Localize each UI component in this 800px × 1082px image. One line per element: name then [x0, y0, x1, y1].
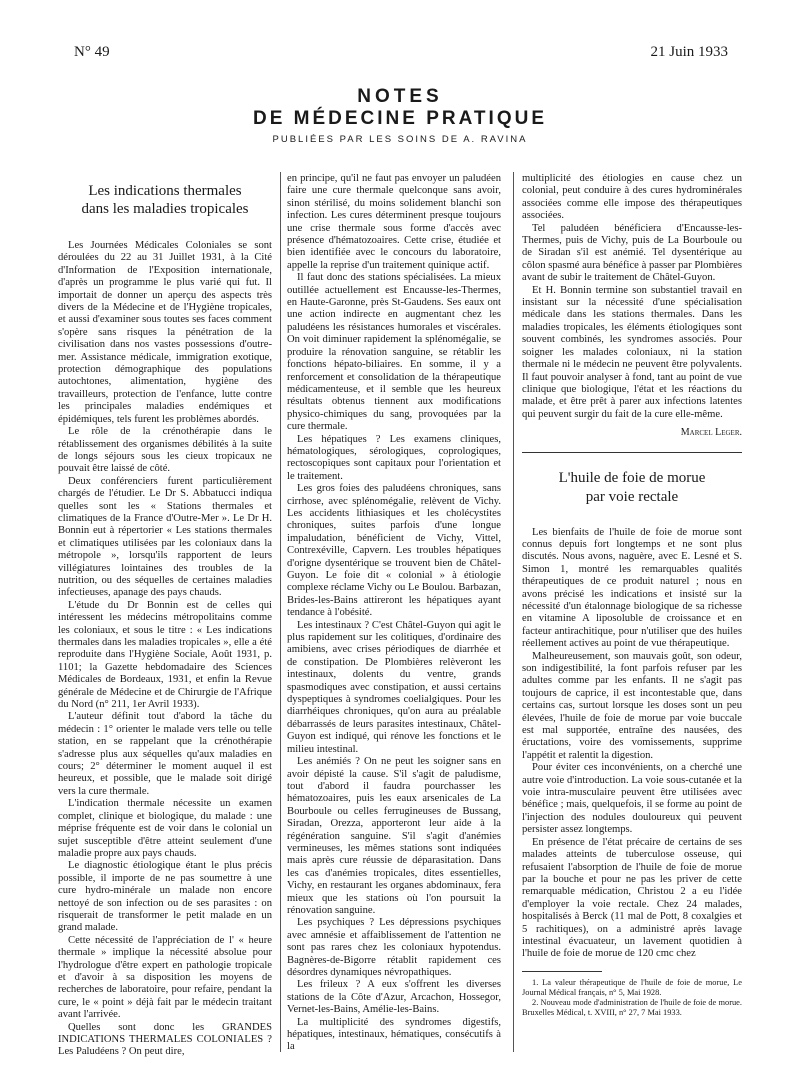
paragraph: Le rôle de la crénothérapie dans le rétablissement des organismes débilités à la suite de longs séjours sous les cieux tropicaux ne pouvait être laissé de côté.: [58, 426, 272, 475]
paragraph: Deux conférenciers furent particulièrement chargés de l'étudier. Le Dr S. Abbatucci indiqua quelles sont les « Stations thermales et climatiques de la France d'Outre-Mer ». Le Dr H. Bonnin eut à répertorier « Les stations thermales et climatiques utilisées par les coloniaux dans la métropole », lorsqu'ils rapportent de leurs villégiatures lointaines des troubles de la nutrition, ou des séquelles de certaines maladies infectieuses, apanage des pays chauds.: [58, 475, 272, 599]
paragraph: La multiplicité des syndromes digestifs, hépatiques, intestinaux, hématiques, consécutifs à la: [287, 1016, 501, 1053]
article1-title: [58, 182, 272, 218]
article2-title-line1: L'huile de foie de morue: [558, 469, 706, 486]
paragraph: L'étude du Dr Bonnin est de celles qui intéressent les médecins métropolitains comme les coloniaux, et sous le titre : « Les indications thermales dans les maladies tropicales », elle a été reproduite dans l'Hygiène Sociale, Août 1931, p. 1101; la Gazette hebdomadaire des Sciences Médicales de Bordeaux, 1931, et enfin la Revue générale de Médecine et de Chirurgie de l'Afrique du Nord (n° 211, 1er Avril 1933).: [58, 599, 272, 711]
article1-signature: Marcel Leger.: [680, 427, 742, 439]
footnote: 2. Nouveau mode d'administration de l'huile de foie de morue. Bruxelles Médical, t. XVIII, n° 27, 7 Mai 1933.: [522, 997, 742, 1017]
paragraph: Les anémiés ? On ne peut les soigner sans en avoir dépisté la cause. S'il s'agit de paludisme, tout d'abord il faudra pourchasser les hématozoaires, puis les eaux arsenicales de La Bourboule ou celles ferrugineuses de Bussang, Siradan, Orezza, apporteront leur aide à la régénération sanguine. S'il s'agit d'anémies vermineuses, les mêmes stations sont indiquées mais après cure réussie de déparasitation. Dans les cas d'anémies tropicales, dites essentielles, Vichy, en restaurant les organes abdominaux, fera mieux que les stations où l'on poursuit la rénovation sanguine.: [287, 756, 501, 916]
paragraph: Les Journées Médicales Coloniales se sont déroulées du 22 au 31 Juillet 1931, à la Cité d'Information de l'Exposition internationale, d'après un programme le plus varié qui fut. Il importait de donner un aperçu des aspects très divers de la Médecine et de l'Hygiène tropicales, et aussi d'examiner sous toutes ses faces comment s'opère sans risques la pénétration de la civilisation dans nos vastes possessions d'outre-mer. Assistance médicale, immigration exotique, protection démographique des populations autochtones, alimentation, hygiène des travailleurs, protection de l'enfance, lutte contre les principales maladies endémiques et épidémiques, tels furent les problèmes abordés.: [58, 240, 272, 425]
paragraph: Pour éviter ces inconvénients, on a cherché une autre voie d'introduction. La voie sous-cutanée et la voie intra-musculaire peuvent être utilisées avec bénéfice ; mais, quelquefois, il se forme au point de l'injection des nodules douloureux qui peuvent persister assez longtemps.: [522, 762, 742, 836]
paragraph: Les intestinaux ? C'est Châtel-Guyon qui agit le plus rapidement sur les colitiques, d'ordinaire des amibiens, avec crises périodiques de diarrhée et de constipation. De Plombières relèveront les intestinaux, dolents du ventre, grands spasmodiques avec constipation, et aussi certains dyspeptiques à syndromes coelialgiques. Pour les diarrhéiques chroniques, qu'on aura au préalable débarrassés de leurs parasites intestinaux, Châtel-Guyon est indiqué, qui rénove les fonctions et le milieu intestinal.: [287, 619, 501, 755]
paragraph: Cette nécessité de l'appréciation de l' « heure thermale » implique la nécessité absolue pour l'hydrologue d'être expert en pathologie tropicale et d'avoir à sa disposition les moyens de recherches de laboratoire, pour refaire, pendant la cure, le « point » déjà fait par le médecin traitant avant l'arrivée.: [58, 934, 272, 1021]
column-2: [287, 173, 501, 1054]
paragraph: multiplicité des étiologies en cause chez un colonial, peut conduire à des cures hydrominérales associées comme elle impose des thérapeutiques associées.: [522, 173, 742, 222]
paragraph: Les bienfaits de l'huile de foie de morue sont connus depuis fort longtemps et ne sont plus discutés. Nous avons, naguère, avec E. Lesné et S. Simon 1, montré les remarquables qualités thérapeutiques de ce produit naturel ; nous en avons précisé les indications et insisté sur la nécessité d'un étalonnage biologique de sa richesse en vitamine A liposoluble de croissance et en facteur antirachitique, pour n'utiliser que des huiles réellement actives au point de vue thérapeutique.: [522, 526, 742, 650]
issue-date: 21 Juin 1933: [650, 44, 728, 60]
paragraph: Il faut donc des stations spécialisées. La mieux outillée actuellement est Encausse-les-Thermes, en Haute-Garonne, près St-Gaudens. Ses eaux ont une action indirecte en augmentant chez les paludéens les résistances humorales et viscérales. On voit diminuer rapidement la splénomégalie, se produire la rénovation sanguine, se rétablir les fonctions hépato-biliaires. En somme, il y a renforcement et consolidation de la thérapeutique médicamenteuse, et il semble que les heureux résultats obtenus tiennent aux modifications physico-chimiques du sang, provoquées par la cure thermale.: [287, 272, 501, 433]
masthead-line3: PUBLIÉES PAR LES SOINS DE A. RAVINA: [272, 134, 528, 145]
paragraph: Et H. Bonnin termine son substantiel travail en insistant sur la nécessité d'une spécialisation médicale dans les stations thermales. Dans les maladies tropicales, les éléments étiologiques sont souvent combinés, les syndromes associés. Pour soigner les malades coloniaux, ni la station thermale ni le médecin ne peuvent être polyvalents. Il faut pouvoir analyser à fond, tant au point de vue clinique que biologique, l'état et les réactions du malade, et être prêt à parer aux infections latentes qui peuvent surgir du fait de la cure elle-même.: [522, 284, 742, 420]
footnote-rule: [522, 971, 602, 972]
article1-title-line1: Les indications thermales: [88, 183, 242, 199]
paragraph: Les hépatiques ? Les examens cliniques, hématologiques, sérologiques, coprologiques, rectoscopiques sont capitaux pour l'orientation et le traitement.: [287, 433, 501, 482]
masthead: [0, 86, 800, 145]
column-rule-right: [513, 172, 514, 1052]
paragraph: Quelles sont donc les GRANDES INDICATIONS THERMALES COLONIALES ? Les Paludéens ? On peut dire,: [58, 1021, 272, 1058]
paragraph: L'indication thermale nécessite un examen complet, clinique et biologique, du malade : une méprise fréquente est de voir dans le colonial un sujet susceptible d'être atteint seulement d'une maladie propre aux pays chauds.: [58, 798, 272, 859]
column-3: [522, 173, 742, 1018]
column-1: [58, 176, 272, 1059]
article-divider: [522, 452, 742, 453]
masthead-line1: NOTES: [357, 86, 443, 107]
paragraph: Malheureusement, son mauvais goût, son odeur, son indigestibilité, la font parfois refuser par les adultes comme par les enfants. Il ne s'agit pas toujours de caprice, il est incontestable que, dans certains cas, surtout lorsque les doses sont un peu élevées, l'huile de foie de morue par voie buccale est mal supportée, entraîne des nausées, des éructations, voire des vomissements, supprime l'appétit et ralentit la digestion.: [522, 650, 742, 761]
paragraph: Tel paludéen bénéficiera d'Encausse-les-Thermes, puis de Vichy, puis de La Bourboule ou de Siradan s'il est anémié. Tel dysentérique au côlon spasmé aura bénéfice à passer par Plombières avant de subir le traitement de Châtel-Guyon.: [522, 222, 742, 284]
footnote: 1. La valeur thérapeutique de l'huile de foie de morue, Le Journal Médical français, n° 5, Mai 1928.: [522, 977, 742, 997]
paragraph: Les psychiques ? Les dépressions psychiques avec amnésie et affaiblissement de l'attention ne sont pas rares chez les coloniaux hypotendus. Bagnères-de-Bigorre rétablit rapidement ces désordres dynamiques névropathiques.: [287, 917, 501, 978]
paragraph: Les gros foies des paludéens chroniques, sans cirrhose, avec splénomégalie, relèvent de Vichy. Les accidents lithiasiques et les cholécystites chroniques, suites parfois d'une longue impaludation, bénéficient de Vichy, Vittel, Contrexéville, Capvern. Les troubles hépatiques d'origne dysentérique se trouvent bien de Châtel-Guyon. Le foie dit « colonial » à étiologie complexe réclame Vichy ou Le Boulou. Barbazan, Brides-les-Bains attireront les hépatiques ayant tendance à l'obésité.: [287, 483, 501, 619]
article1-title-line2: dans les maladies tropicales: [81, 201, 249, 217]
masthead-line2: DE MÉDECINE PRATIQUE: [252, 108, 547, 129]
paragraph: en principe, qu'il ne faut pas envoyer un paludéen faire une cure thermale quelconque sans avoir, sinon stérilisé, du moins solidement blanchi son infection. Les cures déterminent presque toujours une crise thermale sous forme d'accès avec présence d'hématozoaires. Cette crise, étudiée et bien identifiée avec le concours du laboratoire, appelle la reprise d'un traitement quinique actif.: [287, 173, 501, 271]
article2-title: [522, 469, 742, 507]
issue-number: N° 49: [74, 44, 110, 60]
paragraph: En présence de l'état précaire de certains de ses malades atteints de tuberculose osseuse, qui refusaient l'absorption de l'huile de foie de morue par la bouche et pour ne pas les priver de cette remarquable médication, Christou 2 a eu l'idée d'employer la voie rectale. Chez 24 malades, hospitalisés à Berck (11 mal de Pott, 8 coxalgies et 5 rachitiques), on a administré après lavage intestinal évacuateur, un lavement quotidien à l'huile de foie de morue de 120 cmc chez: [522, 836, 742, 960]
paragraph: Les frileux ? A eux s'offrent les diverses stations de la Côte d'Azur, Arcachon, Hossegor, Vernet-les-Bains, Amélie-les-Bains.: [287, 979, 501, 1016]
paragraph: L'auteur définit tout d'abord la tâche du médecin : 1° orienter le malade vers telle ou telle station, en se rappelant que la crénothérapie s'adresse plus aux séquelles qu'aux maladies en cours; 2° déterminer le moment auquel il est heureux, et possible, que le malade soit dirigé vers la cure thermale.: [58, 711, 272, 797]
column-rule-left: [280, 172, 281, 1052]
article2-title-line2: par voie rectale: [585, 488, 679, 505]
paragraph: Le diagnostic étiologique étant le plus précis possible, il importe de ne pas soumettre à une cure hydro-minérale un malade non encore nettoyé de son infection ou de ses parasites : on risquerait de transformer le petit malade en un grand malade.: [58, 860, 272, 934]
page-header: [74, 44, 728, 66]
